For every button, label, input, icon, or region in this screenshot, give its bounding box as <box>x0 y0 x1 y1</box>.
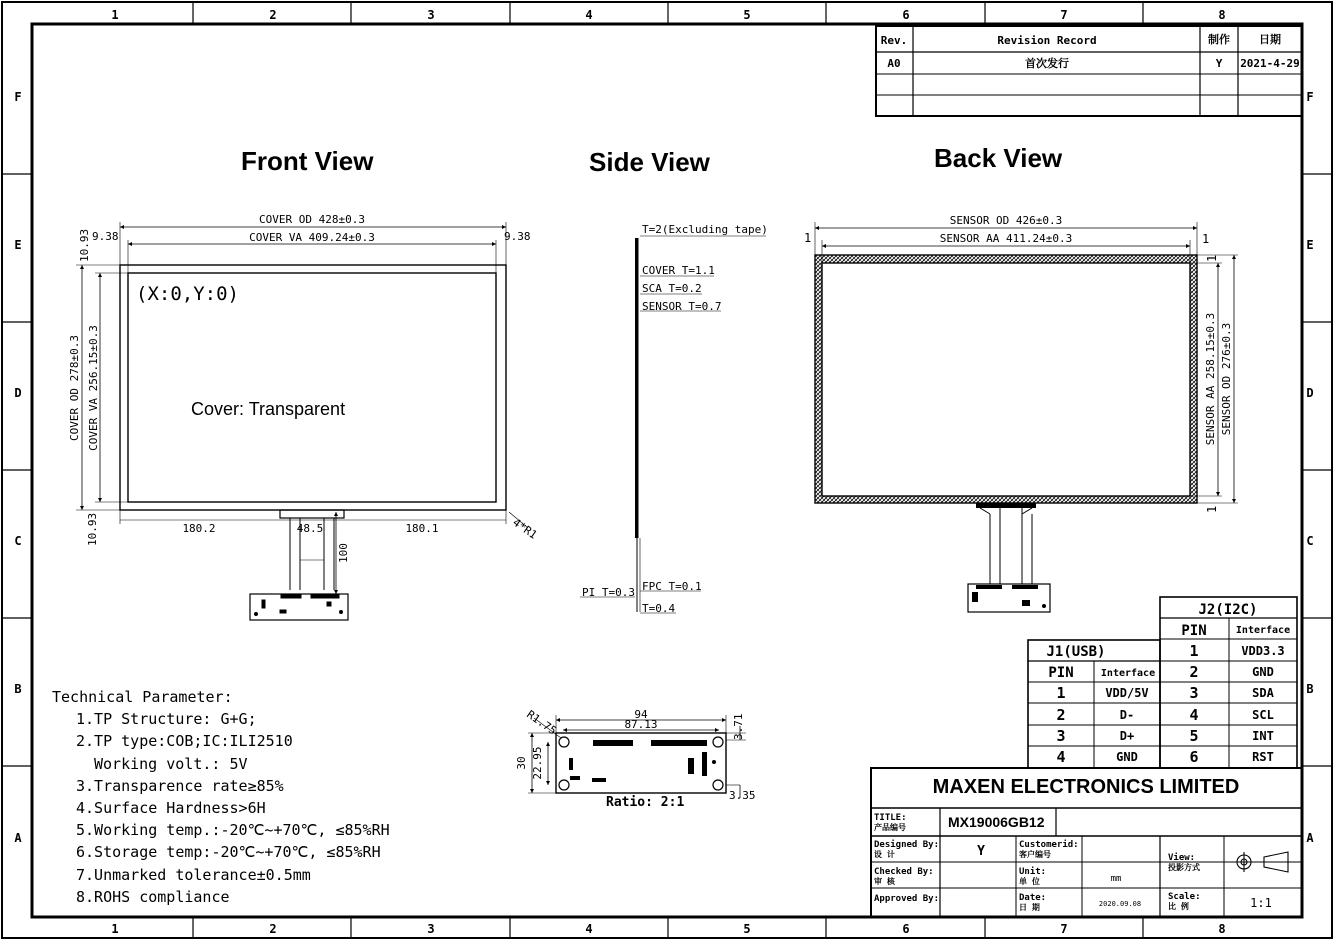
rev-row-date: 2021-4-29 <box>1240 57 1300 70</box>
scale-value: 1:1 <box>1250 896 1272 910</box>
front-dim-left: 180.2 <box>182 522 216 535</box>
front-left-margin: 9.38 <box>92 230 119 243</box>
rev-row-maker: Y <box>1215 57 1223 70</box>
unit-value: mm <box>1110 874 1122 884</box>
unit-label-cn: 单 位 <box>1019 877 1040 886</box>
customer-label-cn: 客户编号 <box>1019 850 1051 859</box>
j2-header-pin: PIN <box>1181 623 1207 639</box>
zone-row-c-right: C <box>1306 534 1314 548</box>
j2-pin-5: 5 <box>1189 727 1199 745</box>
front-view <box>76 222 528 620</box>
pcb-height: 30 <box>515 756 528 770</box>
date-value: 2020.09.08 <box>1098 900 1142 908</box>
zone-col-3: 3 <box>427 8 435 22</box>
checked-label: Checked By: <box>874 867 934 877</box>
zone-col-8: 8 <box>1218 8 1226 22</box>
j2-iface-6: RST <box>1252 750 1274 764</box>
front-view-title: Front View <box>241 146 374 176</box>
side-cover-thickness: COVER T=1.1 <box>642 264 715 277</box>
rev-row-record: 首次发行 <box>1025 57 1069 70</box>
front-right-margin: 9.38 <box>504 230 531 243</box>
zone-col-5: 5 <box>743 8 751 22</box>
j2-iface-3: SDA <box>1252 686 1274 700</box>
tech-item-7: 7.Unmarked tolerance±0.5mm <box>76 865 311 884</box>
front-bottom-margin: 10.93 <box>86 512 99 546</box>
zone-row-f: F <box>14 90 22 104</box>
side-total-thickness: T=2(Excluding tape) <box>642 223 768 236</box>
view-label-cn: 投影方式 <box>1168 863 1200 872</box>
zone-row-c: C <box>14 534 22 548</box>
scale-label: Scale: <box>1168 892 1201 902</box>
rev-header-maker: 制作 <box>1208 33 1230 46</box>
company-name: MAXEN ELECTRONICS LIMITED <box>932 776 1240 798</box>
tech-item-3: 3.Transparence rate≥85% <box>76 776 284 795</box>
tech-item-1: 1.TP Structure: G+G; <box>76 710 257 729</box>
tech-item-5: 5.Working temp.:-20℃~+70℃, ≤85%RH <box>76 821 390 840</box>
zone-row-e-right: E <box>1306 238 1314 252</box>
title-value: MX19006GB12 <box>948 814 1045 830</box>
j1-iface-4: GND <box>1116 750 1138 764</box>
technical-parameters <box>52 686 390 908</box>
j2-pin-3: 3 <box>1189 684 1199 702</box>
pcb-width: 94 <box>634 708 648 721</box>
zone-col-1: 1 <box>111 8 119 22</box>
zone-col-5-bottom: 5 <box>743 922 751 936</box>
zone-col-6: 6 <box>902 8 910 22</box>
unit-label: Unit: <box>1019 867 1047 877</box>
back-bottom-margin: 1 <box>1205 505 1219 513</box>
zone-row-d-right: D <box>1306 386 1314 400</box>
front-cover-od: COVER OD 428±0.3 <box>259 213 365 226</box>
tech-item-4: 4.Surface Hardness>6H <box>76 799 266 818</box>
zone-col-2-bottom: 2 <box>269 922 277 936</box>
side-sensor-thickness: SENSOR T=0.7 <box>642 300 722 313</box>
side-sca-thickness: SCA T=0.2 <box>642 282 702 295</box>
side-view-title: Side View <box>589 147 710 177</box>
rev-header-rev: Rev. <box>880 34 908 47</box>
j2-pin-1: 1 <box>1189 642 1199 660</box>
date-label-cn: 日 期 <box>1019 903 1040 912</box>
j2-title: J2(I2C) <box>1198 602 1258 618</box>
rev-header-date: 日期 <box>1259 33 1281 46</box>
zone-row-e: E <box>14 238 22 252</box>
zone-row-f-right: F <box>1306 90 1314 104</box>
zone-row-b: B <box>14 682 22 696</box>
j2-iface-5: INT <box>1252 729 1274 743</box>
j1-iface-2: D- <box>1119 708 1135 722</box>
tech-item-6: 6.Storage temp:-20℃~+70℃, ≤85%RH <box>76 843 381 862</box>
title-label-cn: 产品编号 <box>874 823 906 832</box>
date-label: Date: <box>1019 893 1047 903</box>
j1-title: J1(USB) <box>1046 644 1106 660</box>
approved-label: Approved By: <box>874 894 940 904</box>
pcb-edge-bottom: 3.35 <box>729 789 756 802</box>
zone-col-3-bottom: 3 <box>427 922 435 936</box>
zone-row-d: D <box>14 386 22 400</box>
zone-col-8-bottom: 8 <box>1218 922 1226 936</box>
tech-item-2: 2.TP type:COB;IC:ILI2510 <box>76 732 293 751</box>
rev-row-rev: A0 <box>887 57 901 70</box>
zone-col-2: 2 <box>269 8 277 22</box>
j2-pin-6: 6 <box>1189 748 1199 766</box>
tech-title: Technical Parameter: <box>52 688 233 706</box>
zone-row-a-right: A <box>1306 831 1314 845</box>
pcb-inner-width: 87.13 <box>624 718 658 731</box>
tech-item-2-sub: Working volt.: 5V <box>94 754 248 773</box>
pcb-radius: R1.75 <box>524 707 559 738</box>
designed-label: Designed By: <box>874 840 940 850</box>
tech-item-8: 8.ROHS compliance <box>76 887 230 906</box>
j1-pin-1: 1 <box>1056 684 1066 702</box>
j1-pin-3: 3 <box>1056 727 1066 745</box>
zone-col-6-bottom: 6 <box>902 922 910 936</box>
zone-col-1-bottom: 1 <box>111 922 119 936</box>
back-right-margin: 1 <box>1202 232 1210 246</box>
zone-col-4-bottom: 4 <box>585 922 593 936</box>
scale-label-cn: 比 例 <box>1168 902 1189 911</box>
front-dim-fpc: 48.5 <box>296 522 324 535</box>
j1-header-interface: Interface <box>1100 668 1156 679</box>
zone-row-b-right: B <box>1306 682 1314 696</box>
front-top-margin: 10.93 <box>78 228 91 262</box>
j2-pin-2: 2 <box>1189 663 1199 681</box>
front-height-va: COVER VA 256.15±0.3 <box>87 325 100 451</box>
front-cover-note: Cover: Transparent <box>191 399 346 419</box>
back-height-aa: SENSOR AA 258.15±0.3 <box>1204 312 1217 446</box>
designed-label-cn: 设 计 <box>874 850 895 859</box>
front-cover-va: COVER VA 409.24±0.3 <box>249 231 375 244</box>
zone-col-7: 7 <box>1060 8 1068 22</box>
back-left-margin: 1 <box>804 231 812 245</box>
pcb-inner-height: 22.95 <box>531 746 544 780</box>
zone-col-7-bottom: 7 <box>1060 922 1068 936</box>
zone-col-4: 4 <box>585 8 593 22</box>
customer-label: Customerid: <box>1019 840 1079 850</box>
back-view <box>815 222 1238 612</box>
pcb-ratio: Ratio: 2:1 <box>606 795 685 810</box>
j1-pin-4: 4 <box>1056 748 1066 766</box>
revision-table <box>876 26 1302 116</box>
j2-pin-4: 4 <box>1189 706 1199 724</box>
j2-iface-1: VDD3.3 <box>1241 644 1285 658</box>
zone-row-a: A <box>14 831 22 845</box>
front-corner-radius: 4*R1 <box>510 515 540 542</box>
j1-pin-2: 2 <box>1056 706 1066 724</box>
front-dim-fpc-length: 100 <box>337 543 350 563</box>
j2-iface-4: SCL <box>1252 708 1274 722</box>
rev-header-record: Revision Record <box>997 34 1097 47</box>
front-height-od: COVER OD 278±0.3 <box>68 335 81 441</box>
j1-iface-3: D+ <box>1119 729 1135 743</box>
j2-header-interface: Interface <box>1235 625 1291 636</box>
j2-iface-2: GND <box>1252 665 1274 679</box>
side-pi-thickness: PI T=0.3 <box>582 586 635 599</box>
checked-label-cn: 审 核 <box>874 877 895 886</box>
view-label: View: <box>1168 853 1196 863</box>
back-sensor-od: SENSOR OD 426±0.3 <box>949 214 1063 227</box>
designed-value: Y <box>977 844 985 859</box>
back-height-od: SENSOR OD 276±0.3 <box>1220 322 1233 436</box>
side-t04-thickness: T=0.4 <box>642 602 676 615</box>
title-label: TITLE: <box>874 813 907 823</box>
j1-iface-1: VDD/5V <box>1105 686 1149 700</box>
back-sensor-aa: SENSOR AA 411.24±0.3 <box>939 232 1073 245</box>
back-top-margin: 1 <box>1205 254 1219 262</box>
side-fpc-thickness: FPC T=0.1 <box>642 580 702 593</box>
pcb-edge-top: 3.71 <box>732 713 745 740</box>
j1-header-pin: PIN <box>1048 665 1074 681</box>
back-view-title: Back View <box>934 143 1063 173</box>
front-dim-right: 180.1 <box>405 522 439 535</box>
front-origin-label: (X:0,Y:0) <box>136 283 239 305</box>
